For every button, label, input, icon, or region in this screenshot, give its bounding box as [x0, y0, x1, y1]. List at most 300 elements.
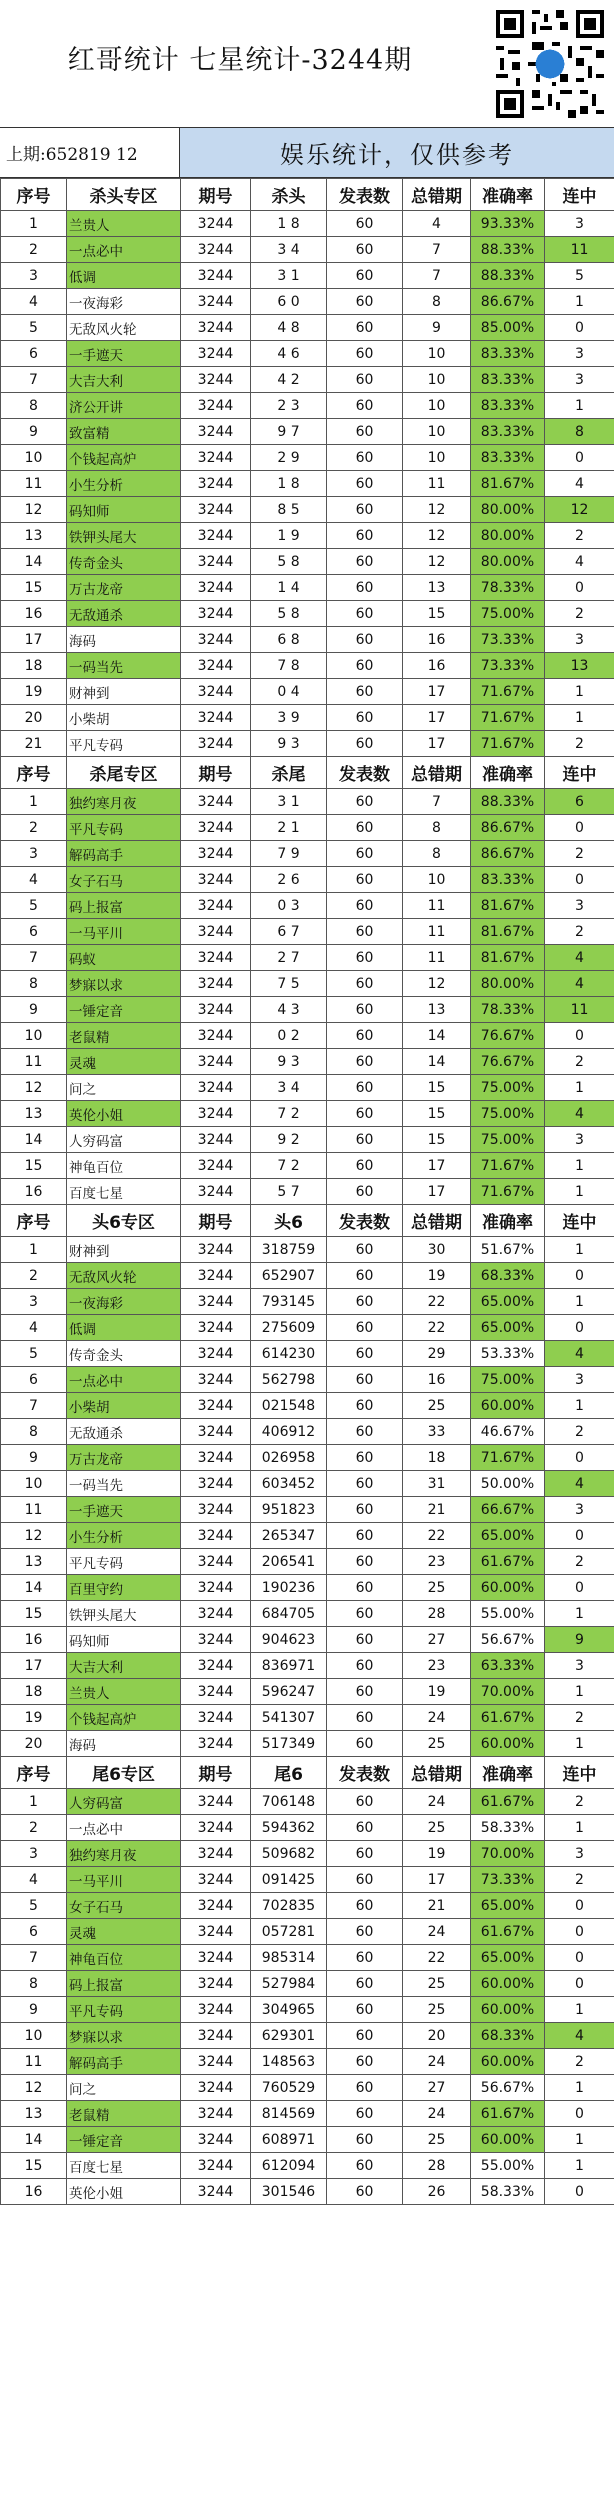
cell-period: 3244: [181, 2127, 251, 2153]
cell-period: 3244: [181, 1497, 251, 1523]
cell-streak: 0: [545, 1919, 614, 1945]
cell-accuracy: 68.33%: [471, 2023, 545, 2049]
cell-period: 3244: [181, 867, 251, 893]
table-row: [1, 1601, 614, 1627]
cell-count: 60: [327, 1471, 403, 1497]
cell-misses: 17: [403, 679, 471, 705]
cell-value: 814569: [251, 2101, 327, 2127]
cell-count: 60: [327, 1341, 403, 1367]
cell-value: 951823: [251, 1497, 327, 1523]
cell-misses: 11: [403, 471, 471, 497]
cell-value: 190236: [251, 1575, 327, 1601]
cell-misses: 12: [403, 971, 471, 997]
table-row: [1, 1919, 614, 1945]
cell-period: 3244: [181, 1179, 251, 1205]
cell-value: 057281: [251, 1919, 327, 1945]
cell-misses: 11: [403, 893, 471, 919]
cell-name: 独约寒月夜: [67, 1841, 181, 1867]
cell-misses: 27: [403, 1627, 471, 1653]
cell-period: 3244: [181, 1705, 251, 1731]
cell-misses: 11: [403, 919, 471, 945]
cell-name: 铁钾头尾大: [67, 523, 181, 549]
table-row: [1, 1179, 614, 1205]
cell-index: 7: [1, 945, 67, 971]
column-header: 准确率: [471, 179, 545, 211]
cell-streak: 2: [545, 1867, 614, 1893]
table-row: [1, 893, 614, 919]
cell-period: 3244: [181, 471, 251, 497]
cell-name: 解码高手: [67, 2049, 181, 2075]
cell-value: 702835: [251, 1893, 327, 1919]
last-draw: 上期:652819 12: [0, 128, 180, 177]
table-row: [1, 523, 614, 549]
cell-accuracy: 65.00%: [471, 1315, 545, 1341]
cell-streak: 1: [545, 2127, 614, 2153]
cell-value: 3 9: [251, 705, 327, 731]
cell-streak: 1: [545, 1179, 614, 1205]
cell-misses: 10: [403, 867, 471, 893]
cell-accuracy: 63.33%: [471, 1653, 545, 1679]
cell-period: 3244: [181, 419, 251, 445]
cell-streak: 1: [545, 393, 614, 419]
cell-name: 平凡专码: [67, 731, 181, 757]
cell-index: 9: [1, 1997, 67, 2023]
cell-name: 问之: [67, 1075, 181, 1101]
cell-name: 灵魂: [67, 1919, 181, 1945]
cell-count: 60: [327, 2127, 403, 2153]
cell-streak: 1: [545, 1679, 614, 1705]
cell-index: 4: [1, 867, 67, 893]
table-row: [1, 731, 614, 757]
cell-count: 60: [327, 2023, 403, 2049]
cell-misses: 22: [403, 1523, 471, 1549]
cell-accuracy: 80.00%: [471, 497, 545, 523]
cell-period: 3244: [181, 2023, 251, 2049]
cell-period: 3244: [181, 445, 251, 471]
table-row: [1, 1997, 614, 2023]
cell-name: 致富精: [67, 419, 181, 445]
cell-accuracy: 73.33%: [471, 627, 545, 653]
cell-index: 5: [1, 1893, 67, 1919]
cell-value: 1 8: [251, 211, 327, 237]
cell-count: 60: [327, 627, 403, 653]
cell-count: 60: [327, 653, 403, 679]
cell-count: 60: [327, 1523, 403, 1549]
cell-accuracy: 93.33%: [471, 211, 545, 237]
cell-period: 3244: [181, 2101, 251, 2127]
cell-index: 8: [1, 1971, 67, 1997]
cell-name: 一手遮天: [67, 1497, 181, 1523]
cell-count: 60: [327, 1049, 403, 1075]
cell-index: 7: [1, 1945, 67, 1971]
cell-value: 406912: [251, 1419, 327, 1445]
cell-misses: 25: [403, 1815, 471, 1841]
cell-count: 60: [327, 549, 403, 575]
cell-name: 无敌通杀: [67, 601, 181, 627]
table-row: [1, 393, 614, 419]
table-row: [1, 341, 614, 367]
cell-streak: 1: [545, 1997, 614, 2023]
cell-value: 4 3: [251, 997, 327, 1023]
cell-index: 8: [1, 1419, 67, 1445]
table-row: [1, 289, 614, 315]
cell-count: 60: [327, 1705, 403, 1731]
table-row: [1, 919, 614, 945]
cell-streak: 4: [545, 1471, 614, 1497]
cell-accuracy: 65.00%: [471, 1289, 545, 1315]
cell-value: 562798: [251, 1367, 327, 1393]
cell-count: 60: [327, 2153, 403, 2179]
cell-name: 海码: [67, 627, 181, 653]
cell-period: 3244: [181, 841, 251, 867]
cell-value: 1 8: [251, 471, 327, 497]
cell-count: 60: [327, 1893, 403, 1919]
table-row: [1, 575, 614, 601]
cell-value: 265347: [251, 1523, 327, 1549]
cell-index: 18: [1, 653, 67, 679]
cell-value: 7 8: [251, 653, 327, 679]
cell-value: 517349: [251, 1731, 327, 1757]
cell-accuracy: 81.67%: [471, 919, 545, 945]
cell-index: 7: [1, 1393, 67, 1419]
cell-period: 3244: [181, 1367, 251, 1393]
table-row: [1, 1075, 614, 1101]
cell-misses: 14: [403, 1049, 471, 1075]
cell-period: 3244: [181, 1815, 251, 1841]
cell-accuracy: 71.67%: [471, 679, 545, 705]
cell-period: 3244: [181, 1731, 251, 1757]
cell-count: 60: [327, 445, 403, 471]
cell-name: 小柴胡: [67, 705, 181, 731]
cell-count: 60: [327, 1679, 403, 1705]
cell-period: 3244: [181, 523, 251, 549]
cell-streak: 1: [545, 705, 614, 731]
stats-table-body: [1, 179, 614, 2205]
cell-streak: 2: [545, 1705, 614, 1731]
cell-count: 60: [327, 1367, 403, 1393]
cell-value: 527984: [251, 1971, 327, 1997]
cell-count: 60: [327, 815, 403, 841]
cell-streak: 2: [545, 523, 614, 549]
cell-accuracy: 66.67%: [471, 1497, 545, 1523]
cell-accuracy: 71.67%: [471, 705, 545, 731]
cell-accuracy: 51.67%: [471, 1237, 545, 1263]
column-header: 总错期: [403, 757, 471, 789]
cell-index: 12: [1, 1075, 67, 1101]
cell-value: 2 3: [251, 393, 327, 419]
cell-misses: 25: [403, 1575, 471, 1601]
cell-value: 4 6: [251, 341, 327, 367]
cell-streak: 0: [545, 1945, 614, 1971]
cell-streak: 0: [545, 575, 614, 601]
cell-streak: 3: [545, 367, 614, 393]
cell-streak: 1: [545, 1289, 614, 1315]
cell-name: 个钱起高炉: [67, 445, 181, 471]
cell-name: 小生分析: [67, 471, 181, 497]
cell-count: 60: [327, 1919, 403, 1945]
cell-name: 码上报富: [67, 893, 181, 919]
cell-misses: 18: [403, 1445, 471, 1471]
qr-code-icon: [492, 6, 608, 122]
cell-name: 一码当先: [67, 1471, 181, 1497]
cell-name: 百度七星: [67, 2153, 181, 2179]
table-row: [1, 867, 614, 893]
cell-name: 码知师: [67, 497, 181, 523]
table-row: [1, 2075, 614, 2101]
cell-name: 一码当先: [67, 653, 181, 679]
cell-value: 021548: [251, 1393, 327, 1419]
cell-value: 7 5: [251, 971, 327, 997]
cell-period: 3244: [181, 575, 251, 601]
cell-misses: 17: [403, 1179, 471, 1205]
cell-value: 9 3: [251, 1049, 327, 1075]
cell-name: 个钱起高炉: [67, 1705, 181, 1731]
cell-count: 60: [327, 393, 403, 419]
cell-accuracy: 83.33%: [471, 393, 545, 419]
column-header: 总错期: [403, 1205, 471, 1237]
cell-streak: 1: [545, 1601, 614, 1627]
cell-count: 60: [327, 1289, 403, 1315]
table-row: [1, 1575, 614, 1601]
cell-accuracy: 61.67%: [471, 2101, 545, 2127]
cell-period: 3244: [181, 1341, 251, 1367]
cell-streak: 0: [545, 1893, 614, 1919]
cell-name: 低调: [67, 1315, 181, 1341]
cell-misses: 24: [403, 2101, 471, 2127]
cell-index: 12: [1, 2075, 67, 2101]
cell-name: 大吉大利: [67, 1653, 181, 1679]
table-row: [1, 2049, 614, 2075]
cell-index: 14: [1, 549, 67, 575]
cell-value: 8 5: [251, 497, 327, 523]
cell-count: 60: [327, 315, 403, 341]
cell-misses: 7: [403, 789, 471, 815]
cell-value: 2 6: [251, 867, 327, 893]
cell-misses: 25: [403, 2127, 471, 2153]
cell-streak: 1: [545, 1153, 614, 1179]
cell-index: 12: [1, 1523, 67, 1549]
cell-count: 60: [327, 523, 403, 549]
cell-index: 4: [1, 1867, 67, 1893]
cell-accuracy: 58.33%: [471, 2179, 545, 2205]
table-row: [1, 367, 614, 393]
cell-accuracy: 80.00%: [471, 549, 545, 575]
cell-name: 百里守约: [67, 1575, 181, 1601]
cell-accuracy: 83.33%: [471, 341, 545, 367]
table-row: [1, 1653, 614, 1679]
table-row: [1, 419, 614, 445]
cell-streak: 1: [545, 2075, 614, 2101]
cell-period: 3244: [181, 1471, 251, 1497]
cell-streak: 3: [545, 341, 614, 367]
table-row: [1, 971, 614, 997]
cell-streak: 4: [545, 1341, 614, 1367]
cell-name: 海码: [67, 1731, 181, 1757]
cell-count: 60: [327, 919, 403, 945]
cell-index: 8: [1, 971, 67, 997]
cell-streak: 0: [545, 867, 614, 893]
cell-value: 836971: [251, 1653, 327, 1679]
cell-misses: 12: [403, 497, 471, 523]
cell-index: 20: [1, 705, 67, 731]
cell-count: 60: [327, 893, 403, 919]
cell-index: 11: [1, 1497, 67, 1523]
cell-misses: 17: [403, 731, 471, 757]
cell-count: 60: [327, 789, 403, 815]
cell-value: 1 9: [251, 523, 327, 549]
cell-value: 7 2: [251, 1101, 327, 1127]
cell-period: 3244: [181, 393, 251, 419]
cell-value: 594362: [251, 1815, 327, 1841]
cell-streak: 0: [545, 1263, 614, 1289]
cell-misses: 28: [403, 1601, 471, 1627]
column-header: 总错期: [403, 179, 471, 211]
column-header: 期号: [181, 179, 251, 211]
cell-count: 60: [327, 1867, 403, 1893]
cell-value: 275609: [251, 1315, 327, 1341]
cell-count: 60: [327, 237, 403, 263]
cell-count: 60: [327, 1549, 403, 1575]
cell-index: 5: [1, 1341, 67, 1367]
table-row: [1, 705, 614, 731]
cell-accuracy: 60.00%: [471, 1575, 545, 1601]
table-row: [1, 1049, 614, 1075]
column-header: 杀头: [251, 179, 327, 211]
cell-index: 2: [1, 237, 67, 263]
cell-streak: 4: [545, 945, 614, 971]
cell-value: 793145: [251, 1289, 327, 1315]
cell-count: 60: [327, 263, 403, 289]
cell-name: 灵魂: [67, 1049, 181, 1075]
cell-count: 60: [327, 705, 403, 731]
info-bar: [0, 128, 614, 178]
cell-misses: 10: [403, 419, 471, 445]
cell-streak: 4: [545, 971, 614, 997]
cell-accuracy: 75.00%: [471, 1101, 545, 1127]
cell-misses: 33: [403, 1419, 471, 1445]
cell-streak: 1: [545, 1731, 614, 1757]
cell-index: 16: [1, 2179, 67, 2205]
cell-name: 老鼠精: [67, 1023, 181, 1049]
cell-value: 0 3: [251, 893, 327, 919]
cell-name: 人穷码富: [67, 1789, 181, 1815]
cell-misses: 22: [403, 1315, 471, 1341]
cell-name: 独约寒月夜: [67, 789, 181, 815]
cell-misses: 10: [403, 341, 471, 367]
cell-index: 9: [1, 1445, 67, 1471]
cell-name: 一夜海彩: [67, 289, 181, 315]
cell-index: 9: [1, 997, 67, 1023]
cell-accuracy: 56.67%: [471, 1627, 545, 1653]
cell-value: 148563: [251, 2049, 327, 2075]
cell-index: 10: [1, 1471, 67, 1497]
cell-streak: 11: [545, 997, 614, 1023]
cell-accuracy: 75.00%: [471, 1075, 545, 1101]
cell-misses: 17: [403, 705, 471, 731]
cell-index: 10: [1, 1023, 67, 1049]
cell-period: 3244: [181, 1601, 251, 1627]
cell-count: 60: [327, 1653, 403, 1679]
cell-name: 传奇金头: [67, 1341, 181, 1367]
cell-name: 平凡专码: [67, 1549, 181, 1575]
cell-misses: 16: [403, 1367, 471, 1393]
cell-streak: 4: [545, 471, 614, 497]
cell-misses: 10: [403, 367, 471, 393]
cell-period: 3244: [181, 893, 251, 919]
cell-period: 3244: [181, 367, 251, 393]
cell-index: 16: [1, 1627, 67, 1653]
column-header: 准确率: [471, 1205, 545, 1237]
cell-streak: 0: [545, 815, 614, 841]
cell-index: 6: [1, 1919, 67, 1945]
cell-name: 女子石马: [67, 867, 181, 893]
page-title: 红哥统计 七星统计-3244期: [67, 45, 413, 76]
cell-index: 9: [1, 419, 67, 445]
cell-count: 60: [327, 867, 403, 893]
cell-misses: 8: [403, 289, 471, 315]
cell-name: 码蚁: [67, 945, 181, 971]
table-row: [1, 1705, 614, 1731]
cell-misses: 24: [403, 1789, 471, 1815]
cell-name: 一手遮天: [67, 341, 181, 367]
cell-index: 11: [1, 1049, 67, 1075]
cell-streak: 1: [545, 1075, 614, 1101]
cell-accuracy: 60.00%: [471, 1393, 545, 1419]
cell-count: 60: [327, 601, 403, 627]
cell-index: 3: [1, 1289, 67, 1315]
cell-index: 14: [1, 2127, 67, 2153]
cell-value: 614230: [251, 1341, 327, 1367]
cell-value: 760529: [251, 2075, 327, 2101]
cell-period: 3244: [181, 1315, 251, 1341]
table-row: [1, 471, 614, 497]
cell-misses: 24: [403, 2049, 471, 2075]
table-row: [1, 1971, 614, 1997]
cell-value: 9 2: [251, 1127, 327, 1153]
cell-value: 5 8: [251, 601, 327, 627]
cell-accuracy: 80.00%: [471, 971, 545, 997]
cell-misses: 21: [403, 1497, 471, 1523]
cell-index: 2: [1, 1263, 67, 1289]
cell-streak: 2: [545, 1549, 614, 1575]
cell-streak: 9: [545, 1627, 614, 1653]
cell-accuracy: 70.00%: [471, 1679, 545, 1705]
cell-accuracy: 71.67%: [471, 731, 545, 757]
cell-misses: 15: [403, 1075, 471, 1101]
cell-period: 3244: [181, 1023, 251, 1049]
cell-count: 60: [327, 341, 403, 367]
cell-misses: 23: [403, 1653, 471, 1679]
cell-name: 梦寐以求: [67, 971, 181, 997]
cell-streak: 2: [545, 1789, 614, 1815]
cell-period: 3244: [181, 919, 251, 945]
table-row: [1, 1815, 614, 1841]
cell-value: 6 7: [251, 919, 327, 945]
cell-accuracy: 80.00%: [471, 523, 545, 549]
cell-count: 60: [327, 1315, 403, 1341]
cell-index: 19: [1, 679, 67, 705]
cell-value: 5 7: [251, 1179, 327, 1205]
cell-count: 60: [327, 971, 403, 997]
cell-streak: 1: [545, 679, 614, 705]
table-row: [1, 815, 614, 841]
cell-accuracy: 61.67%: [471, 1919, 545, 1945]
cell-misses: 28: [403, 2153, 471, 2179]
cell-count: 60: [327, 1789, 403, 1815]
cell-name: 一点必中: [67, 1815, 181, 1841]
table-row: [1, 1419, 614, 1445]
cell-misses: 4: [403, 211, 471, 237]
